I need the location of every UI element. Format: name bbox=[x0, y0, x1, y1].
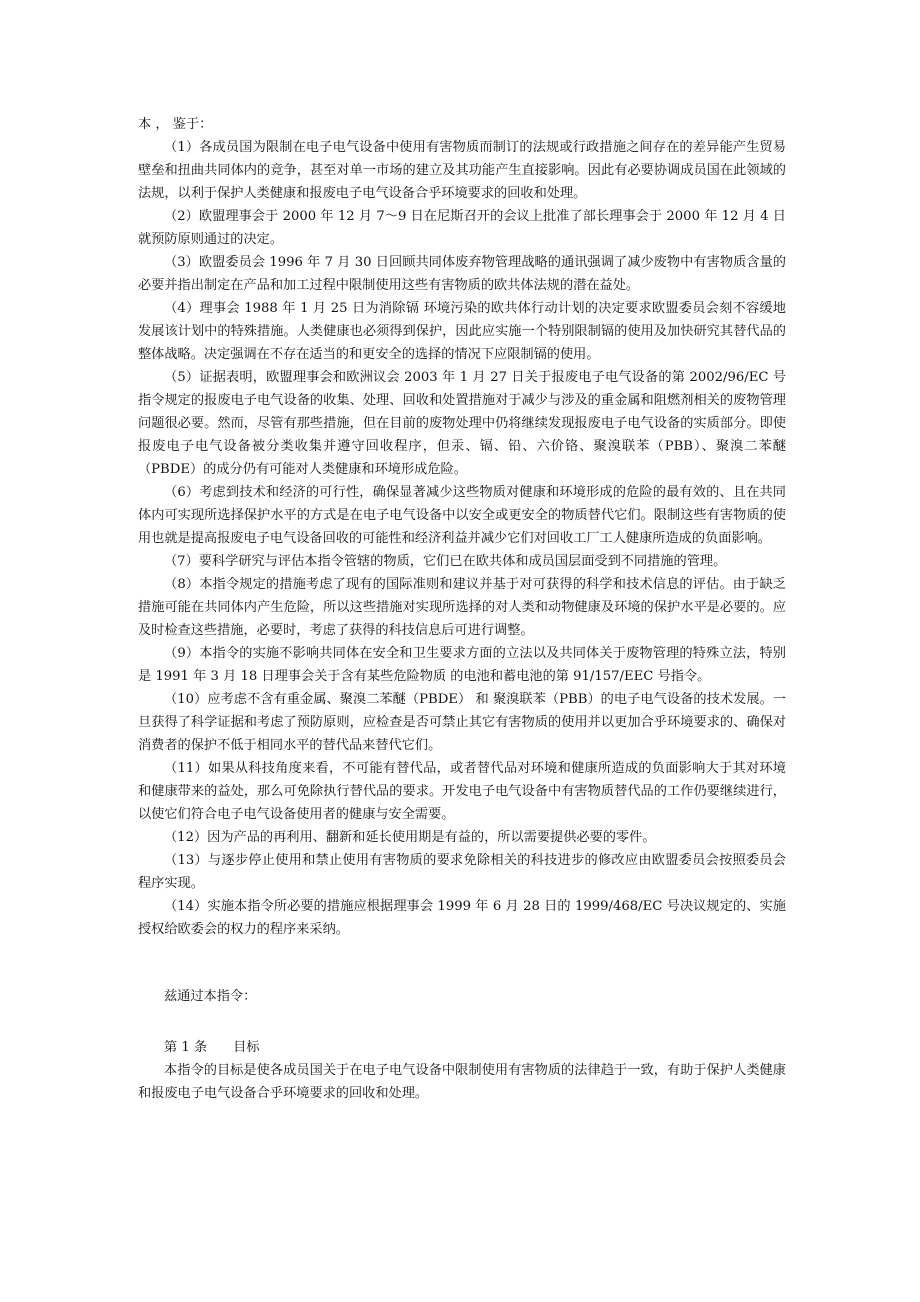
recital-10: （10）应考虑不含有重金属、聚溴二苯醚（PBDE） 和 聚溴联苯（PBB）的电子电气设备的技术发展。一旦获得了科学证据和考虑了预防原则，应检查是否可禁止其它有害物质的使用并以更加合乎环境要求的、确保对消费者的保护不低于相同水平的替代品来替代它们。 bbox=[138, 692, 786, 753]
article-1-body: 本指令的目标是使各成员国关于在电子电气设备中限制使用有害物质的法律趋于一致，有助于保护人类健康和报废电子电气设备合乎环境要求的回收和处理。 bbox=[138, 1063, 786, 1101]
recital-6: （6）考虑到技术和经济的可行性，确保显著减少这些物质对健康和环境形成的危险的最有效的、且在共同体内可实现所选择保护水平的方式是在电子电气设备中以安全或更安全的物质替代它们。限制这些有害物质的使用也就是提高报废电子电气设备回收的可能性和经济利益并减少它们对回收工厂工人健康所造成的负面影响。 bbox=[138, 485, 786, 546]
recital-5: （5）证据表明，欧盟理事会和欧洲议会 2003 年 1 月 27 日关于报废电子电气设备的第 2002/96/EC 号指令规定的报废电子电气设备的收集、处理、回收和处置措施对于减少与涉及的重金属和阻燃剂相关的废物管理问题很必要。然而，尽管有那些措施，但在目前的废物处理中仍将继续发现报废电子电气设备的实质部分。即使报废电子电气设备被分类收集并遵守回收程序，但汞、镉、铅、六价铬、聚溴联苯（PBB）、聚溴二苯醚（PBDE）的成分仍有可能对人类健康和环境形成危险。 bbox=[138, 370, 786, 477]
recital-9: （9）本指令的实施不影响共同体在安全和卫生要求方面的立法以及共同体关于废物管理的特殊立法，特别是 1991 年 3 月 18 日理事会关于含有某些危险物质 的电池和蓄电池的第 91/157/EEC 号指令。 bbox=[138, 646, 786, 684]
recital-7: （7）要科学研究与评估本指令管辖的物质，它们已在欧共体和成员国层面受到不同措施的管理。 bbox=[164, 554, 727, 569]
article-title: 目标 bbox=[233, 1040, 260, 1055]
article-number: 第 1 条 bbox=[164, 1040, 208, 1055]
recital-13: （13）与逐步停止使用和禁止使用有害物质的要求免除相关的科技进步的修改应由欧盟委员会按照委员会程序实现。 bbox=[138, 853, 786, 891]
recital-2: （2）欧盟理事会于 2000 年 12 月 7～9 日在尼斯召开的会议上批准了部长理事会于 2000 年 12 月 4 日就预防原则通过的决定。 bbox=[138, 209, 786, 247]
recitals-list bbox=[138, 136, 786, 941]
recital-8: （8）本指令规定的措施考虑了现有的国际准则和建议并基于对可获得的科学和技术信息的评估。由于缺乏措施可能在共同体内产生危险，所以这些措施对实现所选择的对人类和动物健康及环境的保护水平是必要的。应及时检查这些措施，必要时，考虑了获得的科技信息后可进行调整。 bbox=[138, 577, 786, 638]
article-1-heading bbox=[138, 1036, 786, 1059]
recital-3: （3）欧盟委员会 1996 年 7 月 30 日回顾共同体废弃物管理战略的通讯强调了减少废物中有害物质含量的必要并指出制定在产品和加工过程中限制使用这些有害物质的欧共体法规的潜在益处。 bbox=[138, 255, 786, 293]
spacer bbox=[138, 941, 786, 985]
spacer bbox=[138, 1008, 786, 1036]
adoption-statement: 兹通过本指令： bbox=[164, 989, 257, 1004]
recital-4: （4）理事会 1988 年 1 月 25 日为消除镉 环境污染的欧共体行动计划的决定要求欧盟委员会刻不容缓地发展该计划中的特殊措施。人类健康也必须得到保护，因此应实施一个特别限制镉的使用及加快研究其替代品的整体战略。决定强调在不存在适当的和更安全的选择的情况下应限制镉的使用。 bbox=[138, 301, 786, 362]
recital-12: （12）因为产品的再利用、翻新和延长使用期是有益的，所以需要提供必要的零件。 bbox=[164, 830, 656, 845]
recital-1: （1）各成员国为限制在电子电气设备中使用有害物质而制订的法规或行政措施之间存在的差异能产生贸易壁垒和扭曲共同体内的竞争，甚至对单一市场的建立及其功能产生直接影响。因此有必要协调成员国在此领域的法规，以利于保护人类健康和报废电子电气设备合乎环境要求的回收和处理。 bbox=[138, 140, 786, 201]
recital-14: （14）实施本指令所必要的措施应根据理事会 1999 年 6 月 28 日的 1999/468/EC 号决议规定的、实施授权给欧委会的权力的程序来采纳。 bbox=[138, 899, 786, 937]
recital-11: （11）如果从科技角度来看，不可能有替代品，或者替代品对环境和健康所造成的负面影响大于其对环境和健康带来的益处，那么可免除执行替代品的要求。开发电子电气设备中有害物质替代品的工作仍要继续进行，以使它们符合电子电气设备使用者的健康与安全需要。 bbox=[138, 761, 786, 822]
opening-line: 本 ， 鉴于： bbox=[138, 117, 213, 132]
document-page bbox=[138, 113, 786, 1105]
